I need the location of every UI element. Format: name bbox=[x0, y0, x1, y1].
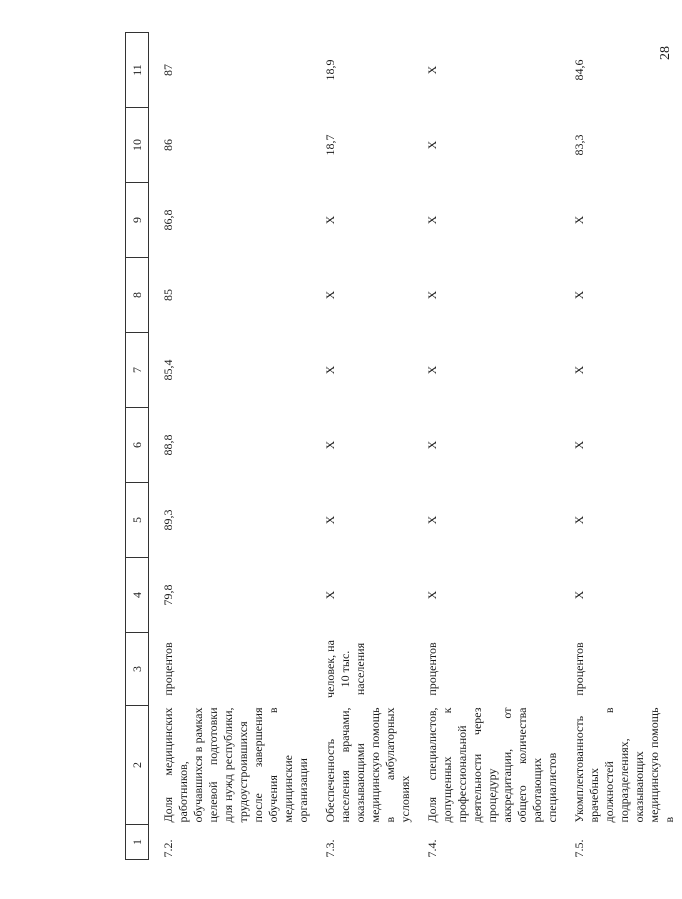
value-cell: X bbox=[572, 365, 586, 375]
header-col-1: 1 bbox=[126, 825, 149, 860]
indicator-name: Обеспеченность населения врачами, оказывающими медицинскую помощь в амбулаторных условиях bbox=[323, 707, 412, 823]
header-col-11: 11 bbox=[126, 33, 149, 108]
value-cell: 79,8 bbox=[161, 584, 175, 606]
header-col-5: 5 bbox=[126, 483, 149, 558]
header-col-3: 3 bbox=[126, 633, 149, 706]
table-row bbox=[560, 33, 682, 860]
header-col-2: 2 bbox=[126, 706, 149, 825]
unit-of-measure: процентов bbox=[425, 642, 439, 696]
value-cell: 85,4 bbox=[161, 359, 175, 381]
value-cell: X bbox=[425, 365, 439, 375]
header-col-6: 6 bbox=[126, 408, 149, 483]
unit-of-measure: процентов bbox=[572, 642, 586, 696]
value-cell: 83,3 bbox=[572, 134, 586, 156]
value-cell: 85 bbox=[161, 289, 175, 301]
indicators-table bbox=[125, 32, 682, 860]
value-cell: X bbox=[323, 290, 337, 300]
value-cell: X bbox=[572, 440, 586, 450]
header-col-7: 7 bbox=[126, 333, 149, 408]
value-cell: 88,8 bbox=[161, 434, 175, 456]
value-cell: X bbox=[425, 440, 439, 450]
value-cell: X bbox=[425, 515, 439, 525]
value-cell: 89,3 bbox=[161, 509, 175, 531]
table-row bbox=[413, 33, 560, 860]
value-cell: X bbox=[323, 440, 337, 450]
value-cell: X bbox=[323, 365, 337, 375]
value-cell: X bbox=[425, 140, 439, 150]
value-cell: X bbox=[572, 590, 586, 600]
indicator-name: Доля медицинских работников, обучавшихся в рамках целевой подготовки для нужд республики, трудоустроившихся после завершения обучения в медицинские организации bbox=[161, 707, 310, 823]
row-number: 7.4. bbox=[425, 839, 439, 858]
value-cell: X bbox=[425, 215, 439, 225]
value-cell: X bbox=[425, 65, 439, 75]
value-cell: 84,6 bbox=[572, 59, 586, 81]
value-cell: X bbox=[572, 515, 586, 525]
header-col-10: 10 bbox=[126, 108, 149, 183]
value-cell: X bbox=[323, 590, 337, 600]
page-number: 28 bbox=[658, 46, 673, 60]
value-cell: X bbox=[323, 515, 337, 525]
value-cell: X bbox=[323, 215, 337, 225]
value-cell: X bbox=[425, 590, 439, 600]
value-cell: 18,7 bbox=[323, 134, 337, 156]
unit-of-measure: человек, на 10 тыс. населения bbox=[323, 640, 367, 698]
header-col-8: 8 bbox=[126, 258, 149, 333]
value-cell: 86 bbox=[161, 139, 175, 151]
row-number: 7.2. bbox=[161, 839, 175, 858]
row-number: 7.5. bbox=[572, 839, 586, 858]
value-cell: 86,8 bbox=[161, 209, 175, 231]
row-number: 7.3. bbox=[323, 839, 337, 858]
value-cell: X bbox=[425, 290, 439, 300]
value-cell: X bbox=[572, 215, 586, 225]
value-cell: 87 bbox=[161, 64, 175, 76]
table-row bbox=[149, 33, 312, 860]
value-cell: 18,9 bbox=[323, 59, 337, 81]
header-col-9: 9 bbox=[126, 183, 149, 258]
table-row bbox=[311, 33, 413, 860]
indicator-name: Укомплектованность врачебных должностей в подразделениях, оказывающих медицинскую помощь в bbox=[572, 707, 676, 823]
indicator-name: Доля специалистов, допущенных к профессиональной деятельности через процедуру аккредитации, от общего количества работающих специалистов bbox=[425, 707, 559, 823]
header-col-4: 4 bbox=[126, 558, 149, 633]
value-cell: X bbox=[572, 290, 586, 300]
unit-of-measure: процентов bbox=[161, 642, 175, 696]
table-header-row bbox=[126, 33, 149, 860]
